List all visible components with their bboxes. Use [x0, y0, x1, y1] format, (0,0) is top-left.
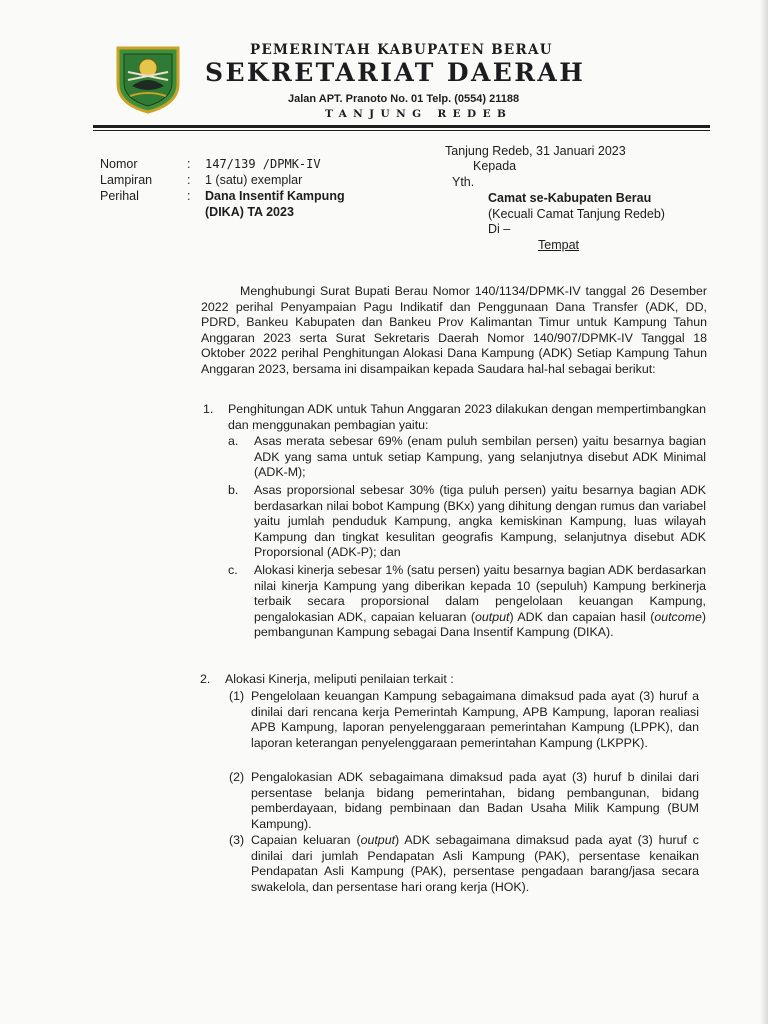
letterhead-rule-thick	[93, 125, 710, 128]
point-2-sub-2-text: Pengalokasian ADK sebagaimana dimaksud pada ayat (3) huruf b dinilai dari persentase belanja bidang pemerintahan, bidang pembangunan, bidang pemberdayaan, bidang pembinaan dan Badan Usaha Milik Kampung (BUM Kampung).	[251, 770, 699, 831]
point-2-sub-2-number: (2)	[229, 770, 245, 784]
letterhead-rule-thin	[93, 130, 710, 131]
point-2-sub-1-number: (1)	[229, 689, 245, 703]
intro-paragraph: Menghubungi Surat Bupati Berau Nomor 140/1134/DPMK-IV tanggal 26 Desember 2022 perihal Penyampaian Pagu Indikatif dan Penggunaan Dana Transfer (ADK, DD, PDRD, Bankeu Kabupaten dan Bankeu Prov Kalimantan Timur untuk Kampung Tahun Anggaran 2023 serta Surat Sekretaris Daerah Nomor 140/907/DPMK-IV Tanggal 18 Oktober 2022 perihal Penghitungan Alokasi Dana Kampung (ADK) Setiap Kampung Tahun Anggaran 2023, bersama ini disampaikan kepada Saudara hal-hal sebagai berikut:	[201, 284, 707, 376]
nomor-colon: :	[187, 157, 191, 171]
lampiran-colon: :	[187, 173, 191, 187]
point-2-sub-3-text: Capaian keluaran (output) ADK sebagaimana dimaksud pada ayat (3) huruf c dinilai dari jumlah Pendapatan Asli Kampung (PAK), persentase kenaikan Pendapatan Asli Kampung (PAK), persentase pengadaan barang/jasa secara swakelola, dan persentase hari orang kerja (HOK).	[251, 833, 699, 894]
letter-date: Tanjung Redeb, 31 Januari 2023	[445, 144, 626, 158]
letterhead-government: PEMERINTAH KABUPATEN BERAU	[250, 42, 553, 58]
lampiran-value: 1 (satu) exemplar	[205, 173, 303, 187]
perihal-label: Perihal	[100, 189, 139, 203]
point-1c-output-term: output	[475, 609, 510, 624]
recipient-tempat: Tempat	[538, 238, 579, 252]
recipient-kepada: Kepada	[473, 159, 517, 173]
point-1a-letter: a.	[228, 434, 239, 448]
perihal-value-line2: (DIKA) TA 2023	[205, 205, 294, 219]
nomor-value: 147/139 /DPMK-IV	[205, 157, 321, 171]
berau-coat-of-arms-logo	[114, 44, 182, 114]
letterhead-address: Jalan APT. Pranoto No. 01 Telp. (0554) 21188	[288, 93, 520, 105]
recipient-note: (Kecuali Camat Tanjung Redeb)	[488, 207, 665, 221]
point-1b-text: Asas proporsional sebesar 30% (tiga puluh persen) yaitu besarnya bagian ADK berdasarkan nilai bobot Kampung (BKx) yang dihitung dengan rumus dan variabel yaitu jumlah penduduk Kampung, angka kemiskinan Kampung, luas wilayah Kampung dan tingkat kesulitan geografis Kampung, selanjutnya disebut ADK Proporsional (ADK-P); dan	[254, 483, 706, 559]
lampiran-label: Lampiran	[100, 173, 153, 187]
perihal-value-line1: Dana Insentif Kampung	[205, 189, 345, 203]
recipient-di: Di –	[488, 222, 511, 236]
point-1b-letter: b.	[228, 483, 239, 497]
nomor-label: Nomor	[100, 157, 138, 171]
point-1-text: Penghitungan ADK untuk Tahun Anggaran 2023 dilakukan dengan mempertimbangkan dan menggunakan pembagian yaitu:	[228, 402, 706, 432]
point-1-number: 1.	[203, 402, 214, 416]
recipient-yth: Yth.	[452, 175, 475, 189]
point-1a-text: Asas merata sebesar 69% (enam puluh sembilan persen) yaitu besarnya bagian ADK yang sama untuk setiap Kampung, yang selanjutnya disebut ADK Minimal (ADK-M);	[254, 434, 706, 479]
point-2-sub-3-output-term: output	[360, 833, 396, 847]
point-2-text: Alokasi Kinerja, meliputi penilaian terkait :	[225, 672, 454, 686]
letterhead-office: SEKRETARIAT DAERAH	[205, 58, 586, 87]
point-2-sub-3-number: (3)	[229, 833, 245, 847]
point-1c-letter: c.	[228, 563, 238, 577]
perihal-colon: :	[187, 189, 191, 203]
point-2-sub-1-text: Pengelolaan keuangan Kampung sebagaimana dimaksud pada ayat (3) huruf a dinilai dari rencana kerja Pemerintah Kampung, APB Kampung, laporan realiasi APB Kampung, laporan penyelenggaraan pemerintahan Kampung (LPPK), dan laporan keterangan penyelenggaraan pemerintahan Kampung (LKPPK).	[251, 689, 699, 750]
letterhead-city: TANJUNG REDEB	[325, 108, 513, 120]
recipient-name: Camat se-Kabupaten Berau	[488, 191, 652, 205]
point-2-number: 2.	[200, 672, 211, 686]
point-1c-text: Alokasi kinerja sebesar 1% (satu persen) yaitu besarnya bagian ADK berdasarkan nilai kinerja Kampung yang diberikan kepada 10 (sepuluh) Kampung berkinerja terbaik secara proporsional dalam pengelolaan keuangan Kampung, pengalokasian ADK, capaian keluaran (output) ADK dan capaian hasil (outcome) pembangunan Kampung sebagai Dana Insentif Kampung (DIKA).	[254, 563, 706, 639]
point-1c-outcome-term: outcome	[654, 609, 702, 624]
